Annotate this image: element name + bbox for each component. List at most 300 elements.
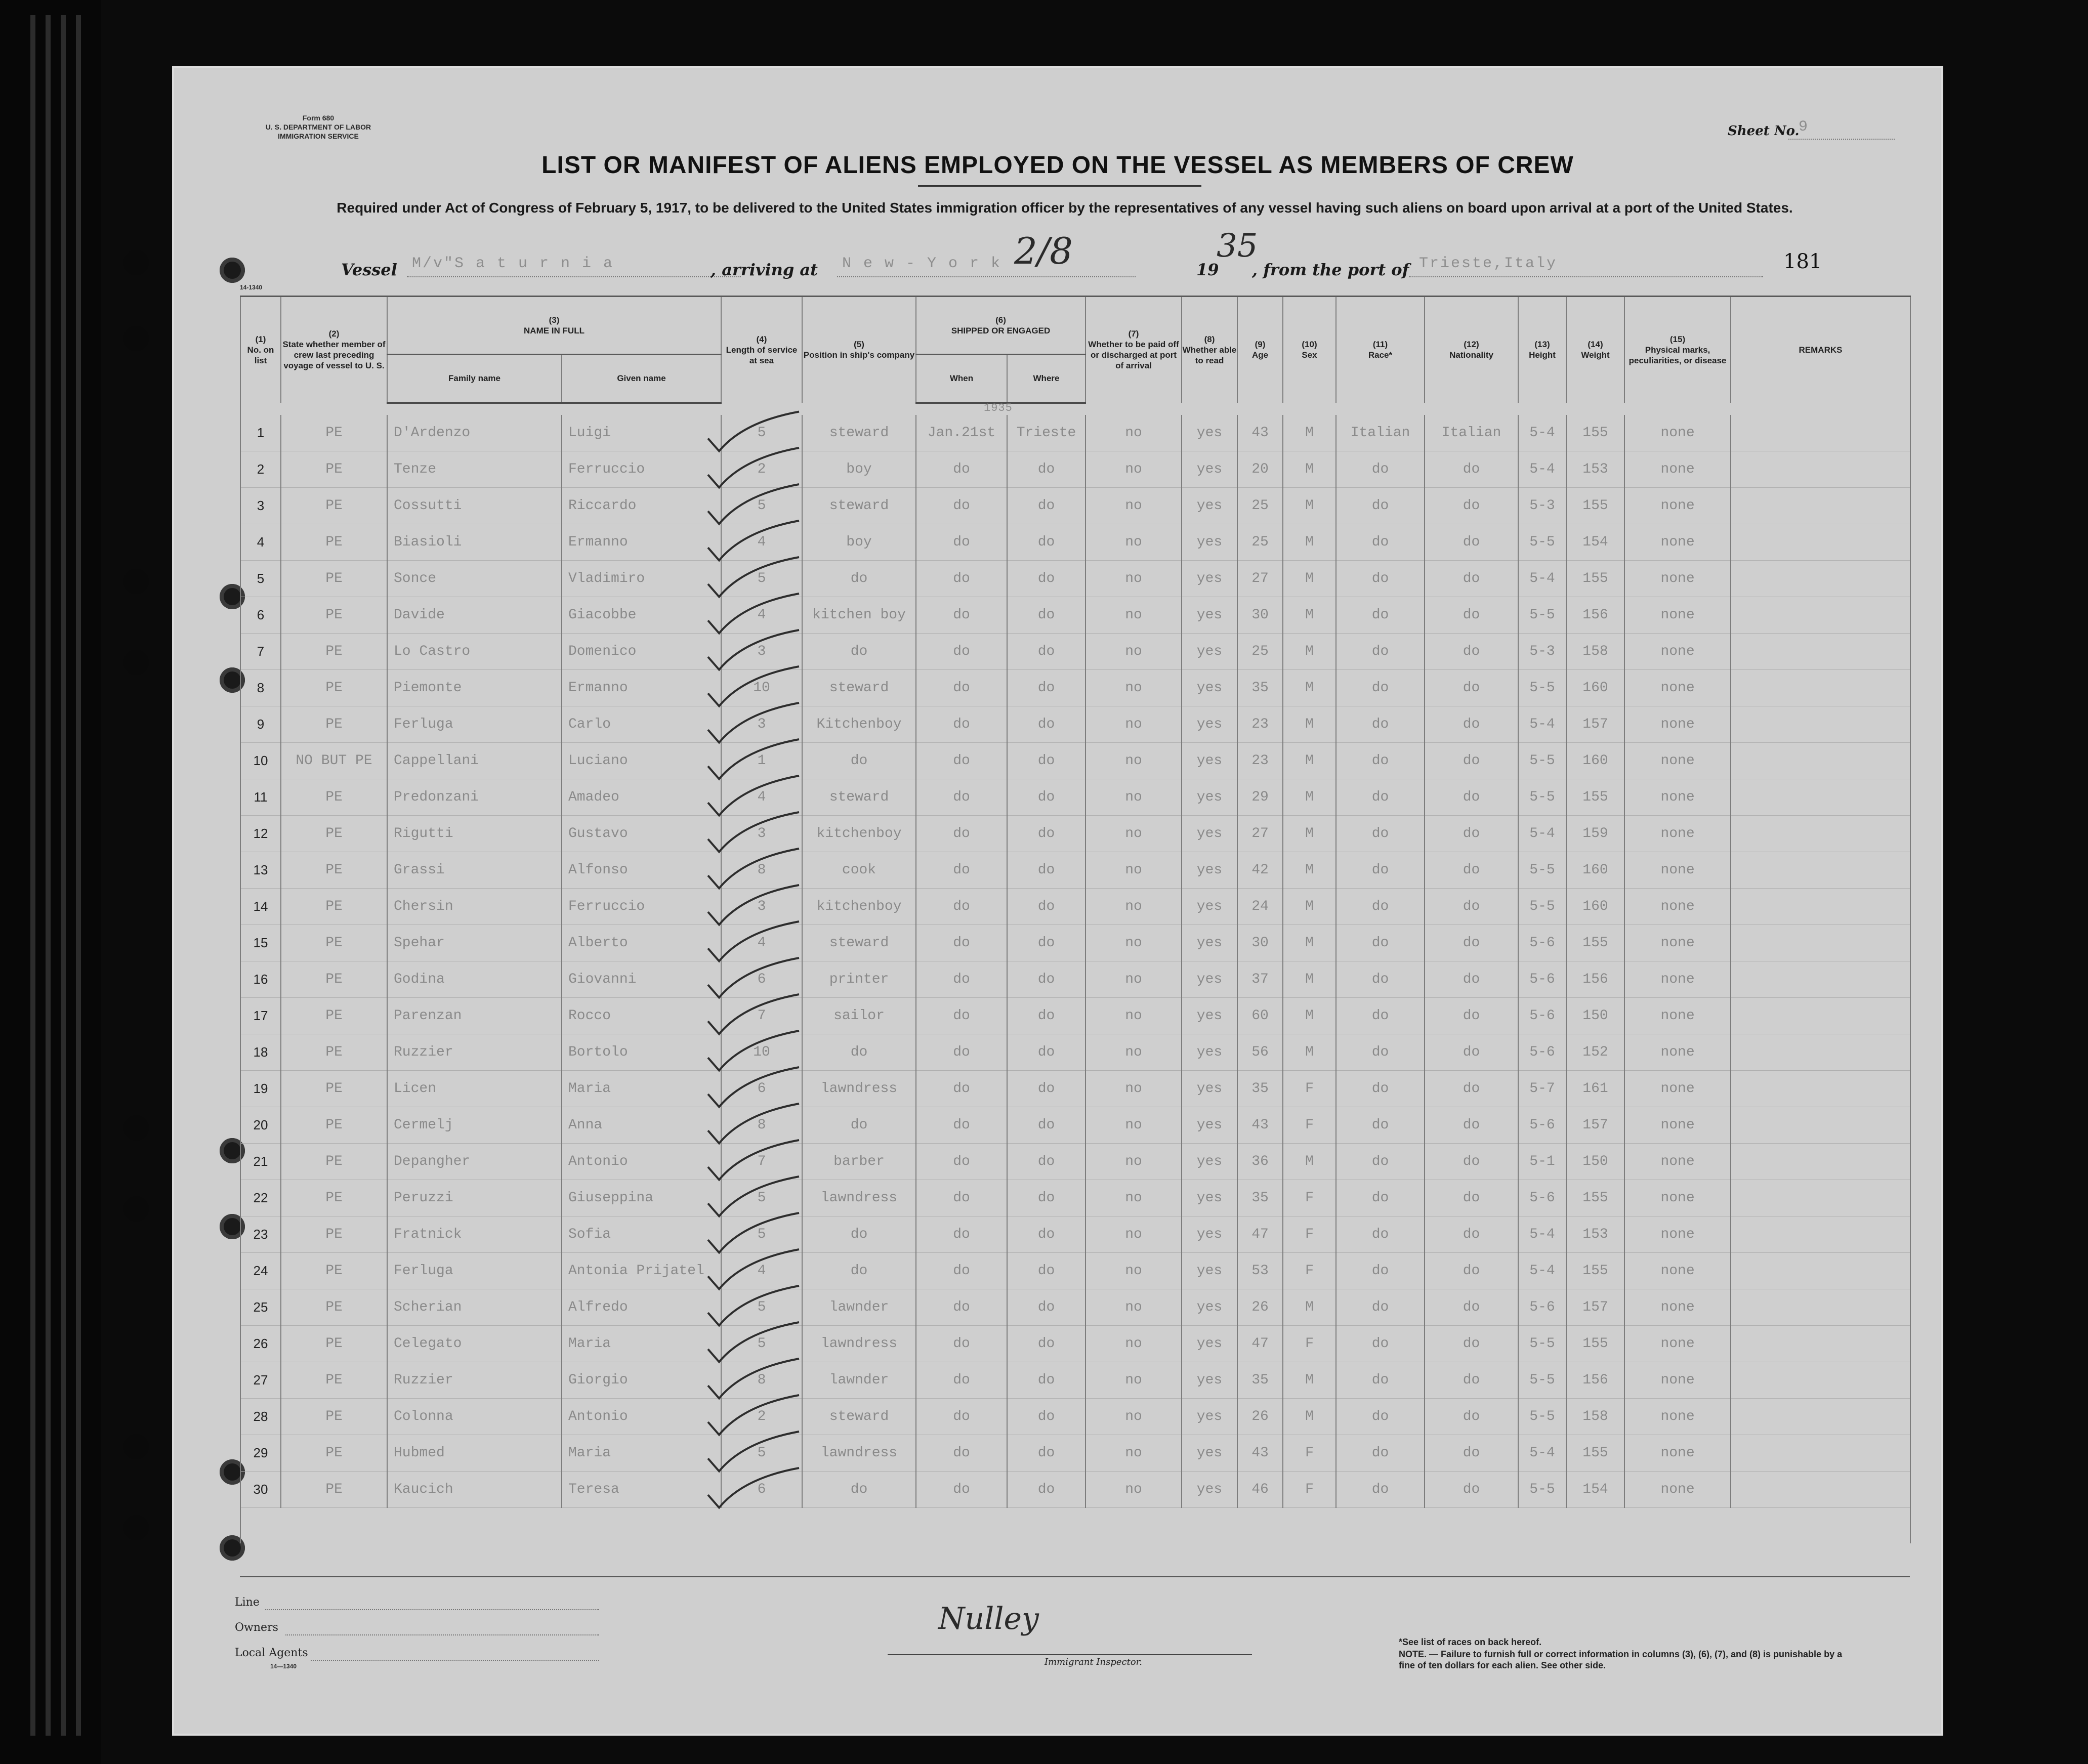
physical-marks-cell: none bbox=[1624, 560, 1731, 597]
position-cell: do bbox=[802, 1216, 916, 1252]
shipped-when-cell: do bbox=[916, 1252, 1007, 1289]
binder-strip bbox=[46, 15, 51, 1736]
tally-check-mark bbox=[708, 630, 799, 669]
punch-hole bbox=[123, 1115, 149, 1141]
shipped-when-cell: do bbox=[916, 852, 1007, 888]
col-header-position: (5) Position in ship's company bbox=[802, 297, 916, 403]
shipped-when-cell: do bbox=[916, 1180, 1007, 1216]
height-cell: 5-5 bbox=[1518, 669, 1566, 706]
physical-marks-cell: none bbox=[1624, 1143, 1731, 1180]
sex-cell: M bbox=[1283, 560, 1336, 597]
race-cell: do bbox=[1336, 997, 1425, 1034]
position-cell: steward bbox=[802, 487, 916, 524]
shipped-when-cell: do bbox=[916, 1471, 1007, 1507]
shipped-when-cell: do bbox=[916, 1143, 1007, 1180]
height-cell: 5-4 bbox=[1518, 415, 1566, 451]
tally-check-mark bbox=[708, 1322, 799, 1362]
service-length-cell: 7 bbox=[721, 997, 802, 1034]
tally-check-mark bbox=[708, 1067, 799, 1107]
sex-cell: M bbox=[1283, 997, 1336, 1034]
family-name-cell: Cermelj bbox=[387, 1107, 562, 1143]
previous-voyage-cell: PE bbox=[281, 415, 387, 451]
family-name-cell: Peruzzi bbox=[387, 1180, 562, 1216]
family-name-cell: Sonce bbox=[387, 560, 562, 597]
tally-check-mark bbox=[708, 776, 799, 815]
sex-cell: M bbox=[1283, 742, 1336, 779]
able-to-read-cell: yes bbox=[1182, 524, 1237, 560]
shipped-when-cell: do bbox=[916, 815, 1007, 852]
paid-off-cell: no bbox=[1085, 706, 1182, 742]
given-name-cell: Bortolo bbox=[562, 1034, 721, 1070]
paid-off-cell: no bbox=[1085, 1289, 1182, 1325]
shipped-when-cell: do bbox=[916, 1398, 1007, 1435]
shipped-where-cell: do bbox=[1007, 1362, 1085, 1398]
position-cell: steward bbox=[802, 415, 916, 451]
physical-marks-cell: none bbox=[1624, 779, 1731, 815]
race-cell: do bbox=[1336, 524, 1425, 560]
race-note: *See list of races on back hereof. bbox=[1399, 1637, 1542, 1647]
age-cell: 25 bbox=[1237, 487, 1283, 524]
physical-marks-cell: none bbox=[1624, 451, 1731, 487]
physical-marks-cell: none bbox=[1624, 706, 1731, 742]
shipped-where-cell: do bbox=[1007, 451, 1085, 487]
family-name-cell: Depangher bbox=[387, 1143, 562, 1180]
sex-cell: M bbox=[1283, 524, 1336, 560]
family-name-cell: Ruzzier bbox=[387, 1362, 562, 1398]
physical-marks-cell: none bbox=[1624, 815, 1731, 852]
owners-label: Owners bbox=[235, 1621, 278, 1634]
shipped-when-cell: do bbox=[916, 925, 1007, 961]
able-to-read-cell: yes bbox=[1182, 1180, 1237, 1216]
height-cell: 5-6 bbox=[1518, 1107, 1566, 1143]
form-service: IMMIGRATION SERVICE bbox=[278, 132, 359, 140]
sex-cell: F bbox=[1283, 1070, 1336, 1107]
paid-off-cell: no bbox=[1085, 779, 1182, 815]
paid-off-cell: no bbox=[1085, 815, 1182, 852]
nationality-cell: do bbox=[1425, 852, 1518, 888]
col-header-given-name: Given name bbox=[562, 355, 721, 403]
able-to-read-cell: yes bbox=[1182, 997, 1237, 1034]
shipped-when-cell: do bbox=[916, 597, 1007, 633]
weight-cell: 150 bbox=[1566, 1143, 1624, 1180]
shipped-where-cell: do bbox=[1007, 925, 1085, 961]
weight-cell: 155 bbox=[1566, 1252, 1624, 1289]
given-name-cell: Maria bbox=[562, 1435, 721, 1471]
family-name-cell: Davide bbox=[387, 597, 562, 633]
tally-check-mark bbox=[708, 1432, 799, 1471]
paid-off-cell: no bbox=[1085, 1143, 1182, 1180]
col-header-marks: (15) Physical marks, peculiarities, or disease bbox=[1624, 297, 1731, 403]
col-header-shipped: (6) SHIPPED OR ENGAGED bbox=[916, 297, 1085, 355]
age-cell: 27 bbox=[1237, 815, 1283, 852]
row-number-cell: 24 bbox=[240, 1252, 281, 1289]
age-cell: 26 bbox=[1237, 1289, 1283, 1325]
able-to-read-cell: yes bbox=[1182, 961, 1237, 997]
weight-cell: 152 bbox=[1566, 1034, 1624, 1070]
paid-off-cell: no bbox=[1085, 415, 1182, 451]
physical-marks-cell: none bbox=[1624, 852, 1731, 888]
height-cell: 5-5 bbox=[1518, 524, 1566, 560]
previous-voyage-cell: PE bbox=[281, 706, 387, 742]
paid-off-cell: no bbox=[1085, 925, 1182, 961]
height-cell: 5-3 bbox=[1518, 633, 1566, 669]
shipped-when-cell: do bbox=[916, 997, 1007, 1034]
able-to-read-cell: yes bbox=[1182, 815, 1237, 852]
shipped-when-cell: do bbox=[916, 1034, 1007, 1070]
service-length-cell: 2 bbox=[721, 1398, 802, 1435]
paid-off-cell: no bbox=[1085, 1471, 1182, 1507]
shipped-where-cell: do bbox=[1007, 1034, 1085, 1070]
age-cell: 30 bbox=[1237, 597, 1283, 633]
shipped-when-cell: do bbox=[916, 961, 1007, 997]
weight-cell: 160 bbox=[1566, 852, 1624, 888]
race-cell: do bbox=[1336, 1471, 1425, 1507]
age-cell: 35 bbox=[1237, 1362, 1283, 1398]
local-agents-field bbox=[311, 1660, 599, 1661]
weight-cell: 155 bbox=[1566, 415, 1624, 451]
physical-marks-cell: none bbox=[1624, 1471, 1731, 1507]
row-number-cell: 15 bbox=[240, 925, 281, 961]
position-cell: sailor bbox=[802, 997, 916, 1034]
row-number-cell: 1 bbox=[240, 415, 281, 451]
sex-cell: F bbox=[1283, 1107, 1336, 1143]
race-cell: do bbox=[1336, 1252, 1425, 1289]
race-cell: do bbox=[1336, 742, 1425, 779]
able-to-read-cell: yes bbox=[1182, 633, 1237, 669]
race-cell: do bbox=[1336, 1398, 1425, 1435]
shipped-when-cell: Jan.21st bbox=[916, 415, 1007, 451]
weight-cell: 155 bbox=[1566, 1435, 1624, 1471]
col-header-read: (8) Whether able to read bbox=[1182, 297, 1237, 403]
shipped-where-cell: do bbox=[1007, 1398, 1085, 1435]
weight-cell: 154 bbox=[1566, 524, 1624, 560]
sex-cell: F bbox=[1283, 1252, 1336, 1289]
physical-marks-cell: none bbox=[1624, 1216, 1731, 1252]
race-cell: do bbox=[1336, 706, 1425, 742]
weight-cell: 160 bbox=[1566, 888, 1624, 925]
nationality-cell: do bbox=[1425, 1216, 1518, 1252]
shipped-where-cell: do bbox=[1007, 1289, 1085, 1325]
shipped-where-cell: do bbox=[1007, 779, 1085, 815]
shipped-where-cell: do bbox=[1007, 633, 1085, 669]
family-name-cell: Chersin bbox=[387, 888, 562, 925]
nationality-cell: do bbox=[1425, 487, 1518, 524]
given-name-cell: Sofia bbox=[562, 1216, 721, 1252]
service-length-cell: 5 bbox=[721, 560, 802, 597]
nationality-cell: do bbox=[1425, 1435, 1518, 1471]
able-to-read-cell: yes bbox=[1182, 706, 1237, 742]
paid-off-cell: no bbox=[1085, 597, 1182, 633]
tally-check-mark bbox=[708, 885, 799, 925]
service-length-cell: 8 bbox=[721, 852, 802, 888]
physical-marks-cell: none bbox=[1624, 1435, 1731, 1471]
tally-check-mark bbox=[708, 1249, 799, 1289]
race-cell: do bbox=[1336, 597, 1425, 633]
year-prefix: 19 bbox=[1196, 260, 1219, 279]
service-length-cell: 1 bbox=[721, 742, 802, 779]
able-to-read-cell: yes bbox=[1182, 779, 1237, 815]
age-cell: 53 bbox=[1237, 1252, 1283, 1289]
binder-strip bbox=[61, 15, 66, 1736]
row-number-cell: 6 bbox=[240, 597, 281, 633]
weight-cell: 154 bbox=[1566, 1471, 1624, 1507]
nationality-cell: do bbox=[1425, 815, 1518, 852]
previous-voyage-cell: PE bbox=[281, 815, 387, 852]
row-number-cell: 16 bbox=[240, 961, 281, 997]
arriving-label: , arriving at bbox=[711, 260, 818, 279]
shipped-where-cell: do bbox=[1007, 742, 1085, 779]
weight-cell: 160 bbox=[1566, 669, 1624, 706]
previous-voyage-cell: PE bbox=[281, 669, 387, 706]
from-port-label: , from the port of bbox=[1252, 260, 1409, 279]
position-cell: do bbox=[802, 1107, 916, 1143]
race-cell: do bbox=[1336, 669, 1425, 706]
previous-voyage-cell: PE bbox=[281, 1289, 387, 1325]
race-cell: do bbox=[1336, 815, 1425, 852]
weight-cell: 153 bbox=[1566, 451, 1624, 487]
family-name-cell: Piemonte bbox=[387, 669, 562, 706]
family-name-cell: Rigutti bbox=[387, 815, 562, 852]
height-cell: 5-5 bbox=[1518, 888, 1566, 925]
shipped-when-cell: do bbox=[916, 560, 1007, 597]
shipped-when-cell: do bbox=[916, 524, 1007, 560]
service-length-cell: 5 bbox=[721, 1435, 802, 1471]
tally-check-mark bbox=[708, 1177, 799, 1216]
service-length-cell: 6 bbox=[721, 961, 802, 997]
position-cell: kitchen boy bbox=[802, 597, 916, 633]
tally-check-mark bbox=[708, 994, 799, 1034]
sex-cell: F bbox=[1283, 1216, 1336, 1252]
physical-marks-cell: none bbox=[1624, 1070, 1731, 1107]
service-length-cell: 4 bbox=[721, 524, 802, 560]
paid-off-cell: no bbox=[1085, 1252, 1182, 1289]
paid-off-cell: no bbox=[1085, 1398, 1182, 1435]
able-to-read-cell: yes bbox=[1182, 1107, 1237, 1143]
paid-off-cell: no bbox=[1085, 633, 1182, 669]
service-length-cell: 5 bbox=[721, 415, 802, 451]
sex-cell: M bbox=[1283, 852, 1336, 888]
sex-cell: M bbox=[1283, 1289, 1336, 1325]
tally-check-mark bbox=[708, 1468, 799, 1507]
physical-marks-cell: none bbox=[1624, 1398, 1731, 1435]
col-header-no: (1) No. on list bbox=[240, 297, 281, 403]
previous-voyage-cell: PE bbox=[281, 1325, 387, 1362]
height-cell: 5-4 bbox=[1518, 451, 1566, 487]
race-cell: do bbox=[1336, 1180, 1425, 1216]
race-cell: do bbox=[1336, 1107, 1425, 1143]
able-to-read-cell: yes bbox=[1182, 888, 1237, 925]
binder-strip bbox=[30, 15, 35, 1736]
weight-cell: 155 bbox=[1566, 925, 1624, 961]
previous-voyage-cell: PE bbox=[281, 779, 387, 815]
paid-off-cell: no bbox=[1085, 1435, 1182, 1471]
weight-cell: 158 bbox=[1566, 1398, 1624, 1435]
row-number-cell: 19 bbox=[240, 1070, 281, 1107]
previous-voyage-cell: PE bbox=[281, 1435, 387, 1471]
sex-cell: M bbox=[1283, 1398, 1336, 1435]
service-length-cell: 4 bbox=[721, 597, 802, 633]
shipped-when-cell: do bbox=[916, 1107, 1007, 1143]
shipped-where-cell: do bbox=[1007, 888, 1085, 925]
paid-off-cell: no bbox=[1085, 524, 1182, 560]
given-name-cell: Carlo bbox=[562, 706, 721, 742]
given-name-cell: Giacobbe bbox=[562, 597, 721, 633]
service-length-cell: 6 bbox=[721, 1471, 802, 1507]
tally-check-mark bbox=[708, 1104, 799, 1143]
able-to-read-cell: yes bbox=[1182, 415, 1237, 451]
nationality-cell: do bbox=[1425, 1252, 1518, 1289]
shipped-when-cell: do bbox=[916, 669, 1007, 706]
row-number-cell: 4 bbox=[240, 524, 281, 560]
shipped-where-cell: do bbox=[1007, 1143, 1085, 1180]
tally-check-mark bbox=[708, 739, 799, 779]
height-cell: 5-5 bbox=[1518, 779, 1566, 815]
tally-checkmarks bbox=[174, 68, 1941, 1734]
race-cell: do bbox=[1336, 1070, 1425, 1107]
tally-check-mark bbox=[708, 448, 799, 487]
footer-rule bbox=[240, 1576, 1910, 1577]
position-cell: lawndress bbox=[802, 1435, 916, 1471]
nationality-cell: do bbox=[1425, 1034, 1518, 1070]
paid-off-cell: no bbox=[1085, 852, 1182, 888]
nationality-cell: do bbox=[1425, 633, 1518, 669]
shipped-when-cell: do bbox=[916, 1362, 1007, 1398]
given-name-cell: Vladimiro bbox=[562, 560, 721, 597]
shipped-where-cell: do bbox=[1007, 597, 1085, 633]
col-header-paid-off: (7) Whether to be paid off or discharged at port of arrival bbox=[1085, 297, 1182, 403]
height-cell: 5-5 bbox=[1518, 597, 1566, 633]
position-cell: steward bbox=[802, 779, 916, 815]
weight-cell: 157 bbox=[1566, 1107, 1624, 1143]
family-name-cell: Parenzan bbox=[387, 997, 562, 1034]
previous-voyage-cell: PE bbox=[281, 997, 387, 1034]
weight-cell: 156 bbox=[1566, 597, 1624, 633]
row-number-cell: 3 bbox=[240, 487, 281, 524]
able-to-read-cell: yes bbox=[1182, 1289, 1237, 1325]
position-cell: lawndress bbox=[802, 1180, 916, 1216]
shipped-where-cell: do bbox=[1007, 524, 1085, 560]
race-cell: do bbox=[1336, 1362, 1425, 1398]
position-cell: boy bbox=[802, 451, 916, 487]
given-name-cell: Antonia Prijatel bbox=[562, 1252, 721, 1289]
family-name-cell: Spehar bbox=[387, 925, 562, 961]
weight-cell: 157 bbox=[1566, 1289, 1624, 1325]
position-cell: lawnder bbox=[802, 1362, 916, 1398]
shipped-where-cell: do bbox=[1007, 1325, 1085, 1362]
nationality-cell: do bbox=[1425, 1070, 1518, 1107]
race-cell: do bbox=[1336, 451, 1425, 487]
punch-hole bbox=[123, 250, 149, 275]
given-name-cell: Giovanni bbox=[562, 961, 721, 997]
service-length-cell: 5 bbox=[721, 1325, 802, 1362]
page-subtitle: Required under Act of Congress of February 5, 1917, to be delivered to the United States immigration officer by the representatives of any vessel having such aliens on board upon arrival at a port of the United States. bbox=[337, 200, 1793, 216]
sex-cell: F bbox=[1283, 1435, 1336, 1471]
sex-cell: F bbox=[1283, 1325, 1336, 1362]
service-length-cell: 8 bbox=[721, 1107, 802, 1143]
inspector-signature: Nulley bbox=[938, 1601, 1039, 1636]
family-name-cell: Celegato bbox=[387, 1325, 562, 1362]
previous-voyage-cell: PE bbox=[281, 1471, 387, 1507]
able-to-read-cell: yes bbox=[1182, 1325, 1237, 1362]
physical-marks-cell: none bbox=[1624, 415, 1731, 451]
tally-check-mark bbox=[708, 1140, 799, 1180]
physical-marks-cell: none bbox=[1624, 669, 1731, 706]
sex-cell: F bbox=[1283, 1180, 1336, 1216]
physical-marks-cell: none bbox=[1624, 742, 1731, 779]
position-cell: kitchenboy bbox=[802, 888, 916, 925]
paid-off-cell: no bbox=[1085, 1216, 1182, 1252]
previous-voyage-cell: PE bbox=[281, 451, 387, 487]
col-header-name: (3) NAME IN FULL bbox=[387, 297, 721, 355]
given-name-cell: Giuseppina bbox=[562, 1180, 721, 1216]
shipped-when-cell: do bbox=[916, 888, 1007, 925]
line-field bbox=[265, 1609, 599, 1610]
punch-hole bbox=[123, 650, 149, 675]
nationality-cell: do bbox=[1425, 597, 1518, 633]
shipped-where-cell: do bbox=[1007, 487, 1085, 524]
paid-off-cell: no bbox=[1085, 1070, 1182, 1107]
year-handwritten: 35 bbox=[1217, 227, 1258, 265]
nationality-cell: do bbox=[1425, 961, 1518, 997]
col-header-previous-voyage: (2) State whether member of crew last preceding voyage of vessel to U. S. bbox=[281, 297, 387, 403]
previous-voyage-cell: PE bbox=[281, 1070, 387, 1107]
physical-marks-cell: none bbox=[1624, 524, 1731, 560]
col-header-height: (13) Height bbox=[1518, 297, 1566, 403]
paid-off-cell: no bbox=[1085, 1362, 1182, 1398]
position-cell: steward bbox=[802, 669, 916, 706]
col-header-age: (9) Age bbox=[1237, 297, 1283, 403]
row-number-cell: 22 bbox=[240, 1180, 281, 1216]
weight-cell: 157 bbox=[1566, 706, 1624, 742]
race-cell: do bbox=[1336, 1034, 1425, 1070]
col-header-when: When bbox=[916, 355, 1007, 403]
age-cell: 27 bbox=[1237, 560, 1283, 597]
nationality-cell: do bbox=[1425, 1471, 1518, 1507]
height-cell: 5-6 bbox=[1518, 925, 1566, 961]
arrival-port: N e w - Y o r k bbox=[842, 255, 1002, 272]
shipped-when-cell: do bbox=[916, 779, 1007, 815]
age-cell: 36 bbox=[1237, 1143, 1283, 1180]
age-cell: 25 bbox=[1237, 524, 1283, 560]
punch-hole bbox=[123, 1515, 149, 1540]
able-to-read-cell: yes bbox=[1182, 1398, 1237, 1435]
able-to-read-cell: yes bbox=[1182, 451, 1237, 487]
sex-cell: M bbox=[1283, 1034, 1336, 1070]
shipped-when-cell: do bbox=[916, 1289, 1007, 1325]
shipped-when-cell: do bbox=[916, 1435, 1007, 1471]
previous-voyage-cell: PE bbox=[281, 487, 387, 524]
tally-check-mark bbox=[708, 812, 799, 852]
sex-cell: M bbox=[1283, 487, 1336, 524]
physical-marks-cell: none bbox=[1624, 1034, 1731, 1070]
height-cell: 5-6 bbox=[1518, 961, 1566, 997]
nationality-cell: do bbox=[1425, 451, 1518, 487]
tally-check-mark bbox=[708, 521, 799, 560]
sex-cell: M bbox=[1283, 925, 1336, 961]
shipped-where-cell: do bbox=[1007, 815, 1085, 852]
service-length-cell: 8 bbox=[721, 1362, 802, 1398]
previous-voyage-cell: PE bbox=[281, 1034, 387, 1070]
physical-marks-cell: none bbox=[1624, 961, 1731, 997]
nationality-cell: Italian bbox=[1425, 415, 1518, 451]
sex-cell: M bbox=[1283, 633, 1336, 669]
punch-hole bbox=[123, 1196, 149, 1222]
family-name-cell: Ferluga bbox=[387, 706, 562, 742]
row-number-cell: 30 bbox=[240, 1471, 281, 1507]
sex-cell: M bbox=[1283, 451, 1336, 487]
given-name-cell: Ferruccio bbox=[562, 451, 721, 487]
form-department: U. S. DEPARTMENT OF LABOR bbox=[265, 123, 371, 131]
